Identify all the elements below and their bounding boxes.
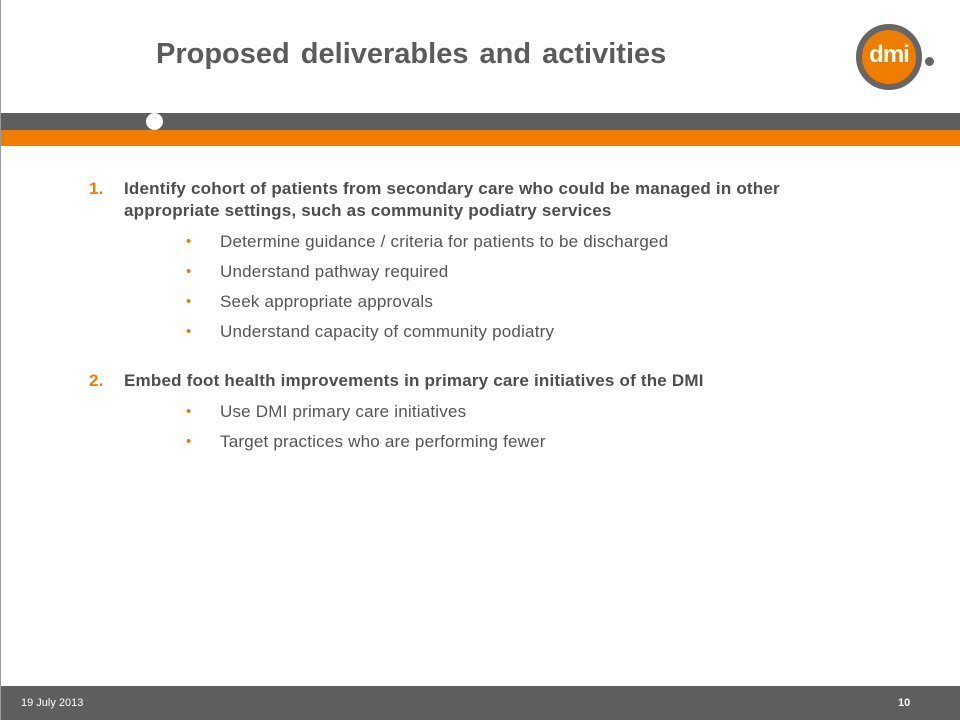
bullet-list-1 (89, 232, 829, 342)
list-item (89, 432, 829, 452)
numbered-item-2 (89, 370, 829, 392)
spacer (89, 352, 829, 370)
item-text: Embed foot health improvements in primary care initiatives of the DMI (124, 371, 704, 390)
bullet-icon: • (186, 293, 192, 310)
list-item (89, 262, 829, 282)
band-dot-icon (146, 113, 163, 130)
bullet-text: Use DMI primary care initiatives (220, 402, 467, 421)
logo-text: dmi (869, 41, 909, 68)
bullet-icon: • (186, 433, 192, 450)
item-number: 1. (89, 179, 104, 198)
bullet-text: Determine guidance / criteria for patients to be discharged (220, 232, 669, 251)
list-item (89, 322, 829, 342)
bullet-icon: • (186, 233, 192, 250)
header-band-gray (1, 113, 960, 130)
logo-dot-icon (925, 57, 934, 66)
bullet-text: Understand pathway required (220, 262, 449, 281)
bullet-text: Understand capacity of community podiatry (220, 322, 555, 341)
bullet-icon: • (186, 263, 192, 280)
page-number: 10 (898, 697, 911, 709)
bullet-icon: • (186, 403, 192, 420)
header-band-orange (1, 130, 960, 146)
bullet-icon: • (186, 323, 192, 340)
item-text: Identify cohort of patients from secondary care who could be managed in other appropriate settings, such as community podiatry services (124, 179, 780, 220)
list-item (89, 292, 829, 312)
bullet-text: Target practices who are performing fewer (220, 432, 546, 451)
bullet-list-2 (89, 402, 829, 452)
numbered-item-1 (89, 178, 829, 222)
list-item (89, 232, 829, 252)
item-number: 2. (89, 371, 104, 390)
bullet-text: Seek appropriate approvals (220, 292, 434, 311)
list-item (89, 402, 829, 422)
footer-date: 19 July 2013 (21, 697, 84, 709)
content-list (89, 178, 829, 462)
dmi-logo (856, 24, 922, 90)
footer-bar (1, 686, 960, 720)
slide-title: Proposed deliverables and activities (156, 38, 667, 70)
